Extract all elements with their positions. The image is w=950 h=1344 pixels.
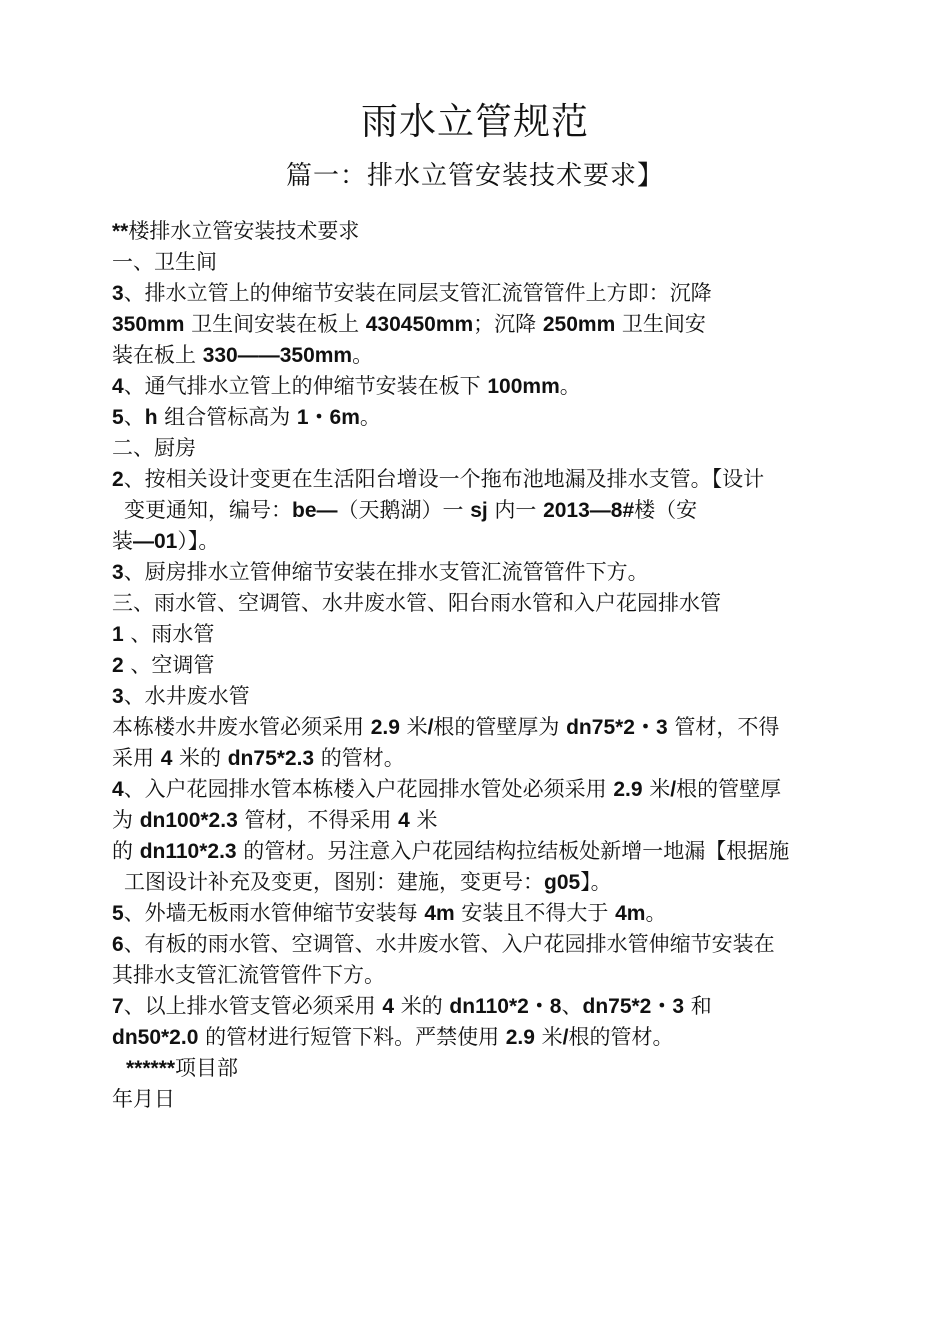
text-line: 1 、雨水管	[112, 622, 215, 646]
text-line: 本栋楼水井废水管必须采用 2.9 米/根的管壁厚为 dn75*2・3 管材，不得	[112, 715, 780, 739]
text-line: 2、按相关设计变更在生活阳台增设一个拖布池地漏及排水支管。【设计	[112, 467, 765, 491]
text-line: 工图设计补充及变更，图别：建施，变更号：g05】。	[124, 870, 612, 894]
text-line: 3、厨房排水立管伸缩节安装在排水支管汇流管管件下方。	[112, 560, 649, 584]
text-line: 350mm 卫生间安装在板上 430450mm；沉降 250mm 卫生间安	[112, 312, 706, 336]
paragraph-heading: **楼排水立管安装技术要求	[112, 219, 360, 243]
text-line: 4、入户花园排水管本栋楼入户花园排水管处必须采用 2.9 米/根的管壁厚	[112, 777, 782, 801]
text-line: 5、h 组合管标高为 1・6m。	[112, 405, 381, 429]
text-line: 3、水井废水管	[112, 684, 250, 708]
text-line: 2 、空调管	[112, 653, 215, 677]
text-line: 7、以上排水管支管必须采用 4 米的 dn110*2・8、dn75*2・3 和	[112, 994, 712, 1018]
text-line: 的 dn110*2.3 的管材。另注意入户花园结构拉结板处新增一地漏【根据施	[112, 839, 790, 863]
document-title: 雨水立管规范	[361, 100, 589, 143]
text-line: 采用 4 米的 dn75*2.3 的管材。	[112, 746, 405, 770]
text-line: 变更通知，编号：be—（天鹅湖）一 sj 内一 2013—8#楼（安	[124, 498, 698, 522]
section-heading-kitchen: 二、厨房	[112, 436, 196, 460]
text-line: 6、有板的雨水管、空调管、水井废水管、入户花园排水管伸缩节安装在	[112, 932, 775, 956]
document-body	[112, 216, 872, 1115]
text-line: 3、排水立管上的伸缩节安装在同层支管汇流管管件上方即：沉降	[112, 281, 712, 305]
text-line: 装在板上 330——350mm。	[112, 343, 374, 367]
text-line: 4、通气排水立管上的伸缩节安装在板下 100mm。	[112, 374, 581, 398]
signature-date: 年月日	[112, 1087, 175, 1111]
text-line: 其排水支管汇流管管件下方。	[112, 963, 385, 987]
text-line: 装—01）】。	[112, 529, 220, 553]
document-subtitle: 篇一：排水立管安装技术要求】	[285, 161, 664, 191]
signature-department: ******项目部	[126, 1056, 239, 1080]
section-heading-bathroom: 一、卫生间	[112, 250, 217, 274]
text-line: 为 dn100*2.3 管材，不得采用 4 米	[112, 808, 438, 832]
text-line: dn50*2.0 的管材进行短管下料。严禁使用 2.9 米/根的管材。	[112, 1025, 674, 1049]
section-heading-drainage: 三、雨水管、空调管、水井废水管、阳台雨水管和入户花园排水管	[112, 591, 721, 615]
text-line: 5、外墙无板雨水管伸缩节安装每 4m 安装且不得大于 4m。	[112, 901, 667, 925]
